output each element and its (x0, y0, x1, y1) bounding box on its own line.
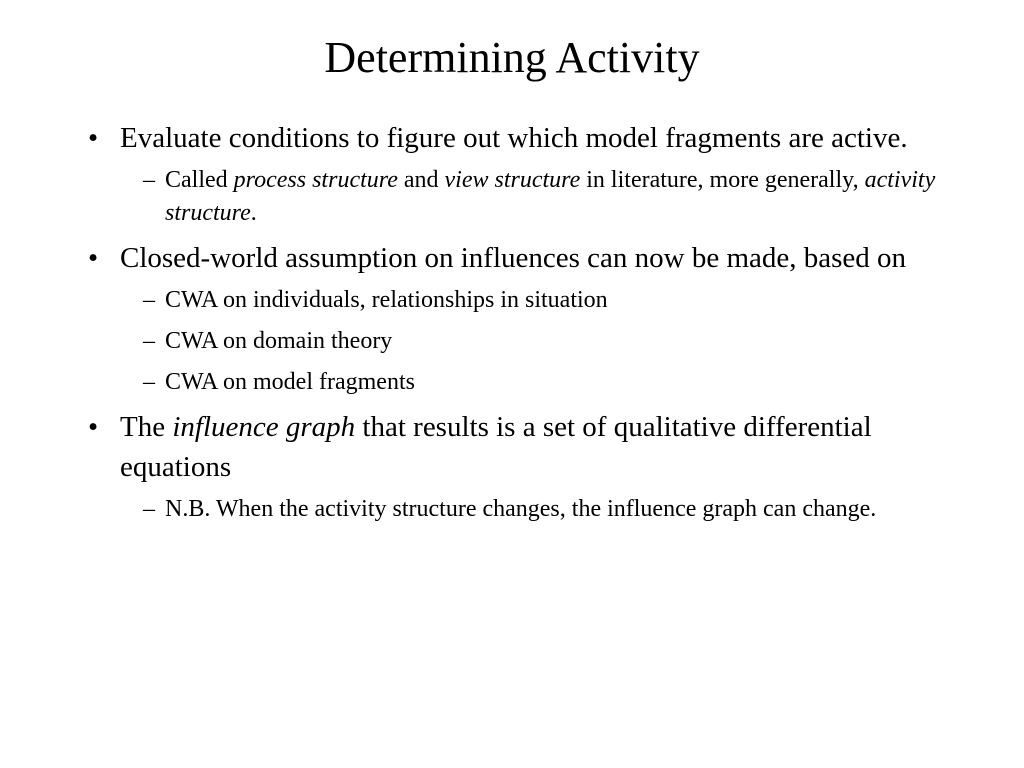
dash-icon: – (143, 369, 155, 395)
dash-icon: – (143, 496, 155, 522)
sub-bullet-text: CWA on domain theory (165, 328, 393, 354)
bullet-closed-world (84, 238, 944, 278)
bullet-evaluate-conditions (84, 118, 944, 158)
dash-icon: – (143, 167, 155, 193)
bullet-text: Closed-world assumption on influences can now be made, based on (120, 242, 907, 274)
sub-text-part: Called (165, 167, 234, 193)
italic-term: view structure (444, 167, 581, 193)
bullet-icon: • (88, 242, 99, 274)
sub-bullet-text: N.B. When the activity structure changes, the influence graph can change. (165, 496, 877, 522)
bullet-text: Evaluate conditions to figure out which model fragments are active. (120, 122, 908, 154)
sub-bullet-text: CWA on individuals, relationships in situation (165, 287, 608, 313)
bullet-influence-graph (84, 407, 944, 487)
sub-bullet-cwa-individuals (128, 284, 944, 317)
sub-text-part: in literature, more generally, (580, 167, 865, 193)
sub-bullet-cwa-domain (128, 325, 944, 358)
bullet-icon: • (88, 411, 99, 443)
bullet-text-part: that results is a set of qualitative differential equations (120, 411, 872, 483)
italic-term: process structure (233, 167, 398, 193)
italic-term: influence graph (172, 411, 356, 443)
sub-bullet-cwa-fragments (128, 366, 944, 399)
slide-body (84, 118, 944, 534)
sub-bullet-called-structure (128, 164, 944, 230)
dash-icon: – (143, 287, 155, 313)
bullet-icon: • (88, 122, 99, 154)
sub-bullet-text: CWA on model fragments (165, 369, 415, 395)
italic-term: activity structure (165, 167, 936, 226)
sub-bullet-nb (128, 493, 944, 526)
sub-text-part: and (397, 167, 445, 193)
dash-icon: – (143, 328, 155, 354)
slide-title: Determining Activity (324, 33, 700, 82)
sub-text-part: . (250, 200, 257, 226)
bullet-text-part: The (120, 411, 173, 443)
